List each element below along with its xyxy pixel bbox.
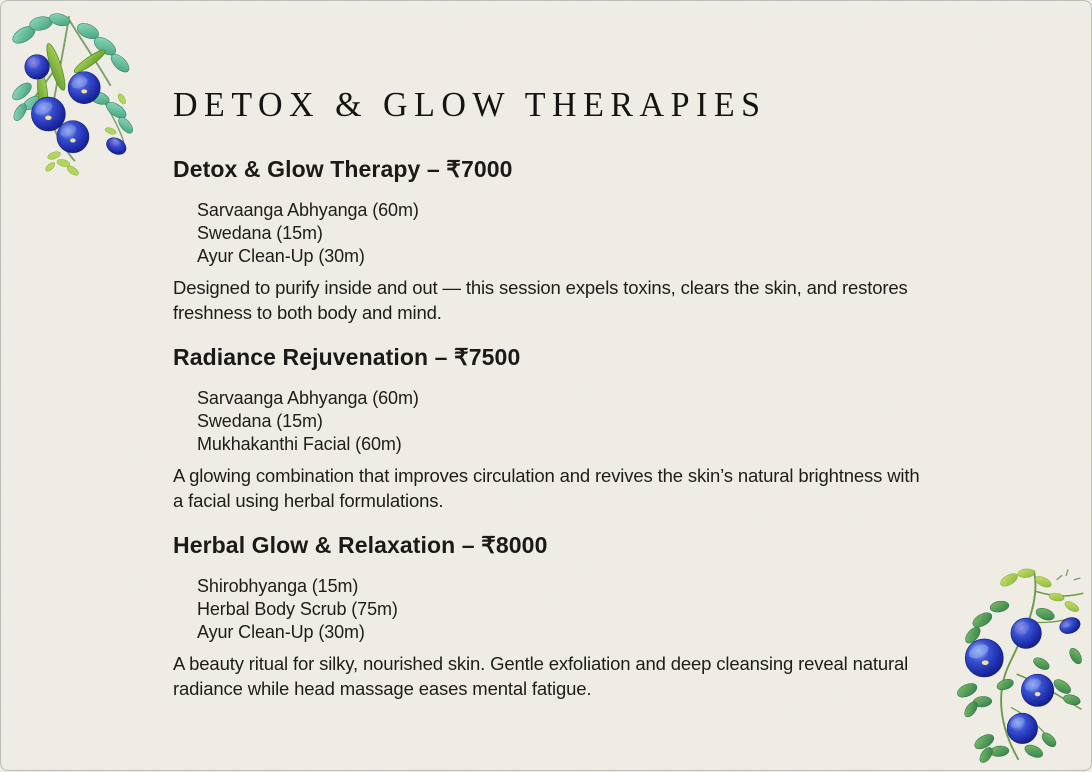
therapy-heading: Radiance Rejuvenation – ₹7500: [173, 344, 521, 370]
flowers: [965, 615, 1082, 744]
therapy-item: Swedana (15m): [197, 223, 323, 243]
therapy-item-list: [173, 575, 931, 644]
menu-content: [173, 85, 931, 719]
therapy-description: A glowing combination that improves circulation and revives the skin’s natural brightness with a facial using herbal formulations.: [173, 465, 920, 511]
therapy-heading: Herbal Glow & Relaxation – ₹8000: [173, 532, 548, 558]
therapy-description: Designed to purify inside and out — this session expels toxins, clears the skin, and restores freshness to both body and mind.: [173, 277, 908, 323]
yellow-green-leaves: [998, 568, 1080, 613]
stems: [1001, 570, 1083, 759]
therapy-section-radiance-rejuvenation: [173, 343, 931, 513]
therapy-item: Shirobhyanga (15m): [197, 576, 359, 596]
flowers: [25, 55, 129, 158]
therapy-item: Mukhakanthi Facial (60m): [197, 434, 402, 454]
therapy-description: A beauty ritual for silky, nourished skin. Gentle exfoliation and deep cleansing reveal natural radiance while head massage eases mental fatigue.: [173, 653, 909, 699]
floral-decoration-top-left: [5, 7, 137, 189]
green-leaves: [955, 600, 1084, 765]
stems: [26, 16, 124, 161]
therapy-item-list: [173, 387, 931, 456]
therapy-item: Sarvaanga Abhyanga (60m): [197, 200, 419, 220]
therapy-item: Ayur Clean-Up (30m): [197, 246, 365, 266]
therapy-heading: Detox & Glow Therapy – ₹7000: [173, 156, 513, 182]
therapy-item: Herbal Body Scrub (75m): [197, 599, 398, 619]
therapy-item: Ayur Clean-Up (30m): [197, 622, 365, 642]
teal-leaves: [10, 12, 136, 136]
therapy-item: Swedana (15m): [197, 411, 323, 431]
therapy-section-herbal-glow-relaxation: [173, 531, 931, 701]
therapy-item: Sarvaanga Abhyanga (60m): [197, 388, 419, 408]
sparkle-marks: [1057, 569, 1081, 579]
floral-decoration-bottom-right: [950, 564, 1088, 770]
page-title: DETOX & GLOW THERAPIES: [173, 86, 767, 125]
therapy-section-detox-glow: [173, 155, 931, 325]
therapy-item-list: [173, 199, 931, 268]
pea-pods: [36, 42, 108, 115]
small-green-leaves: [44, 93, 127, 177]
